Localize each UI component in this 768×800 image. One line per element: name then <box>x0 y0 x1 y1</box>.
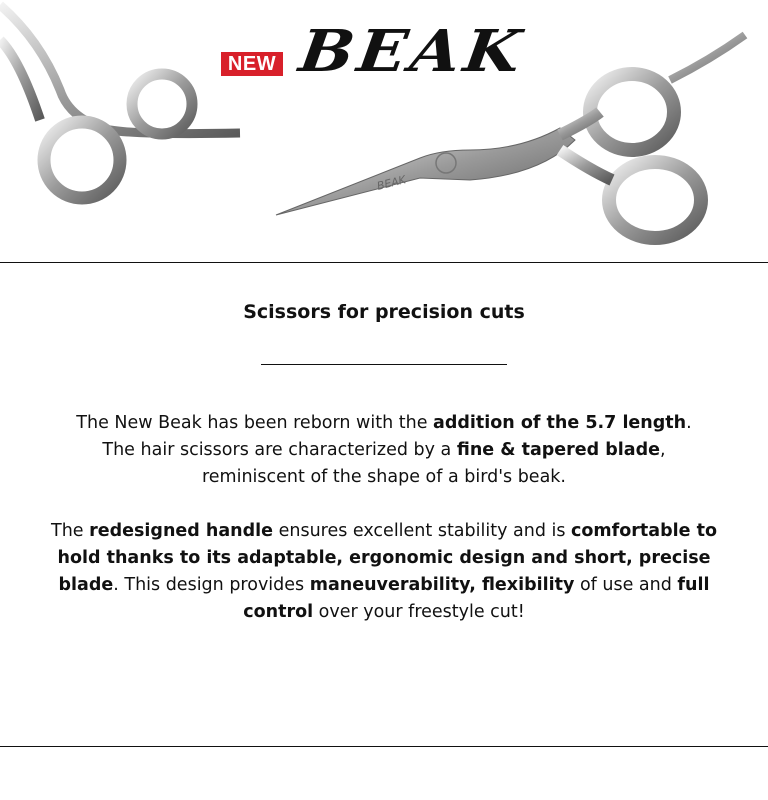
highlight: addition of the 5.7 length <box>433 413 687 433</box>
highlight: maneuverability, flexibility <box>309 575 575 595</box>
highlight: comfortable to hold thanks to its adaptable, ergonomic design and short, precise blade <box>57 521 717 595</box>
top-divider <box>0 262 768 263</box>
beak-logo: BEAK <box>295 17 529 86</box>
text: . <box>686 413 692 433</box>
new-badge: NEW <box>221 52 283 76</box>
text: . This design provides <box>113 575 310 595</box>
text: of use and <box>574 575 678 595</box>
text: The <box>51 521 90 541</box>
description-paragraph-2 <box>44 518 724 626</box>
left-scissors-icon <box>0 5 240 198</box>
description-paragraph-1 <box>0 410 768 491</box>
product-hero <box>0 0 768 262</box>
blade-engraving: BEAK <box>375 173 408 193</box>
bottom-divider <box>0 746 768 747</box>
text: The New Beak has been reborn with the <box>76 413 434 433</box>
highlight: redesigned handle <box>89 521 274 541</box>
text: reminiscent of the shape of a bird's beak. <box>201 467 566 487</box>
highlight: fine & tapered blade <box>456 440 661 460</box>
text: The hair scissors are characterized by a <box>102 440 457 460</box>
text: ensures excellent stability and is <box>273 521 572 541</box>
text: over your freestyle cut! <box>313 602 525 622</box>
text: , <box>660 440 666 460</box>
title-underline <box>261 364 507 365</box>
section-title: Scissors for precision cuts <box>243 301 525 323</box>
highlight: full control <box>243 575 710 622</box>
